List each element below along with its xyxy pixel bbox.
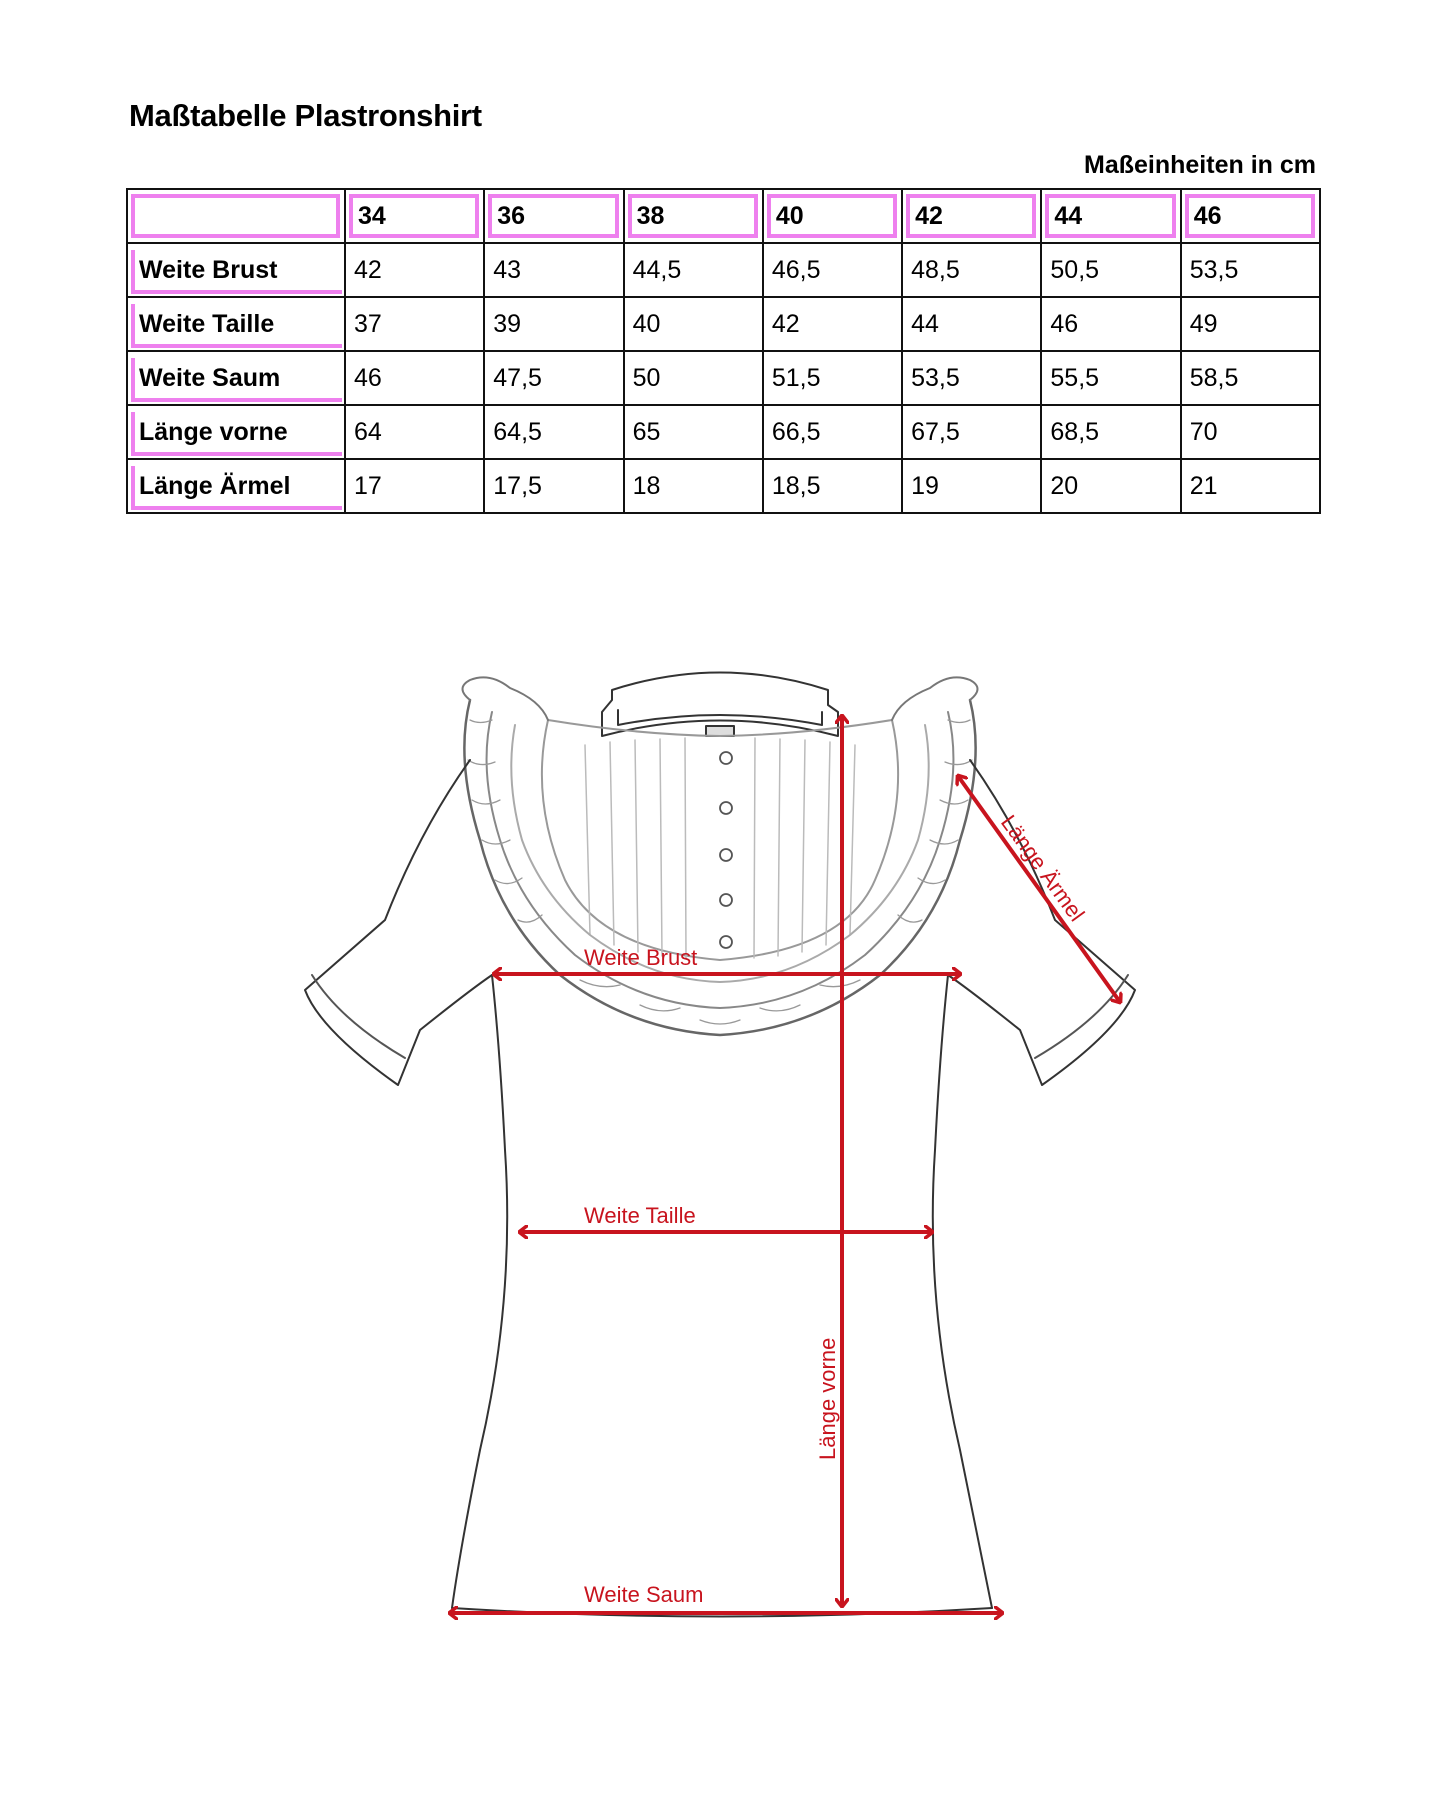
size-header-34: 34 (345, 189, 484, 243)
right-shoulder-ruffle (892, 677, 978, 720)
size-header-44: 44 (1041, 189, 1180, 243)
button-5 (720, 936, 732, 948)
button-2 (720, 802, 732, 814)
table-cell: 55,5 (1041, 351, 1180, 405)
size-header-38: 38 (624, 189, 763, 243)
table-cell: 47,5 (484, 351, 623, 405)
right-sleeve (948, 760, 1135, 1085)
left-shoulder-ruffle (463, 677, 549, 720)
table-cell: 17 (345, 459, 484, 513)
collar-clasp (706, 726, 734, 736)
table-cell: 70 (1181, 405, 1320, 459)
row-label: Weite Brust (127, 243, 345, 297)
table-cell: 65 (624, 405, 763, 459)
sleeve-length-arrow (958, 776, 1120, 1002)
collar-front (618, 710, 822, 725)
table-cell: 44 (902, 297, 1041, 351)
table-cell: 43 (484, 243, 623, 297)
pleats (585, 738, 855, 958)
table-cell: 64,5 (484, 405, 623, 459)
ruffle-folds (468, 720, 972, 1024)
table-cell: 46 (345, 351, 484, 405)
table-cell: 19 (902, 459, 1041, 513)
table-cell: 66,5 (763, 405, 902, 459)
button-4 (720, 894, 732, 906)
right-cuff (1035, 975, 1128, 1058)
body-right-side (933, 975, 992, 1608)
table-cell: 44,5 (624, 243, 763, 297)
table-cell: 39 (484, 297, 623, 351)
table-cell: 48,5 (902, 243, 1041, 297)
table-cell: 40 (624, 297, 763, 351)
table-cell: 49 (1181, 297, 1320, 351)
table-cell: 18,5 (763, 459, 902, 513)
units-label: Maßeinheiten in cm (1084, 151, 1316, 179)
chest-label: Weite Brust (584, 945, 698, 970)
row-label: Weite Saum (127, 351, 345, 405)
sleeve-length-label: Länge Ärmel (995, 810, 1090, 926)
table-cell: 18 (624, 459, 763, 513)
table-cell: 42 (763, 297, 902, 351)
table-cell: 17,5 (484, 459, 623, 513)
row-label: Länge Ärmel (127, 459, 345, 513)
button-1 (720, 752, 732, 764)
front-length-label: Länge vorne (815, 1337, 840, 1460)
left-cuff (312, 975, 405, 1058)
size-header-46: 46 (1181, 189, 1320, 243)
table-cell: 53,5 (902, 351, 1041, 405)
table-cell: 64 (345, 405, 484, 459)
table-cell: 37 (345, 297, 484, 351)
size-header-42: 42 (902, 189, 1041, 243)
button-3 (720, 849, 732, 861)
row-label: Weite Taille (127, 297, 345, 351)
table-cell: 42 (345, 243, 484, 297)
table-cell: 53,5 (1181, 243, 1320, 297)
table-cell: 68,5 (1041, 405, 1180, 459)
size-header-40: 40 (763, 189, 902, 243)
table-cell: 46,5 (763, 243, 902, 297)
table-cell: 51,5 (763, 351, 902, 405)
table-cell: 50,5 (1041, 243, 1180, 297)
row-label: Länge vorne (127, 405, 345, 459)
size-header-36: 36 (484, 189, 623, 243)
ruffle-outer (464, 700, 975, 1035)
table-cell: 67,5 (902, 405, 1041, 459)
body-left-side (452, 975, 507, 1608)
left-sleeve (305, 760, 492, 1085)
buttons (720, 752, 732, 948)
table-cell: 58,5 (1181, 351, 1320, 405)
page-title: Maßtabelle Plastronshirt (129, 98, 482, 133)
table-cell: 20 (1041, 459, 1180, 513)
table-cell: 50 (624, 351, 763, 405)
table-cell: 21 (1181, 459, 1320, 513)
hem-label: Weite Saum (584, 1582, 704, 1607)
waist-label: Weite Taille (584, 1203, 696, 1228)
table-cell: 46 (1041, 297, 1180, 351)
